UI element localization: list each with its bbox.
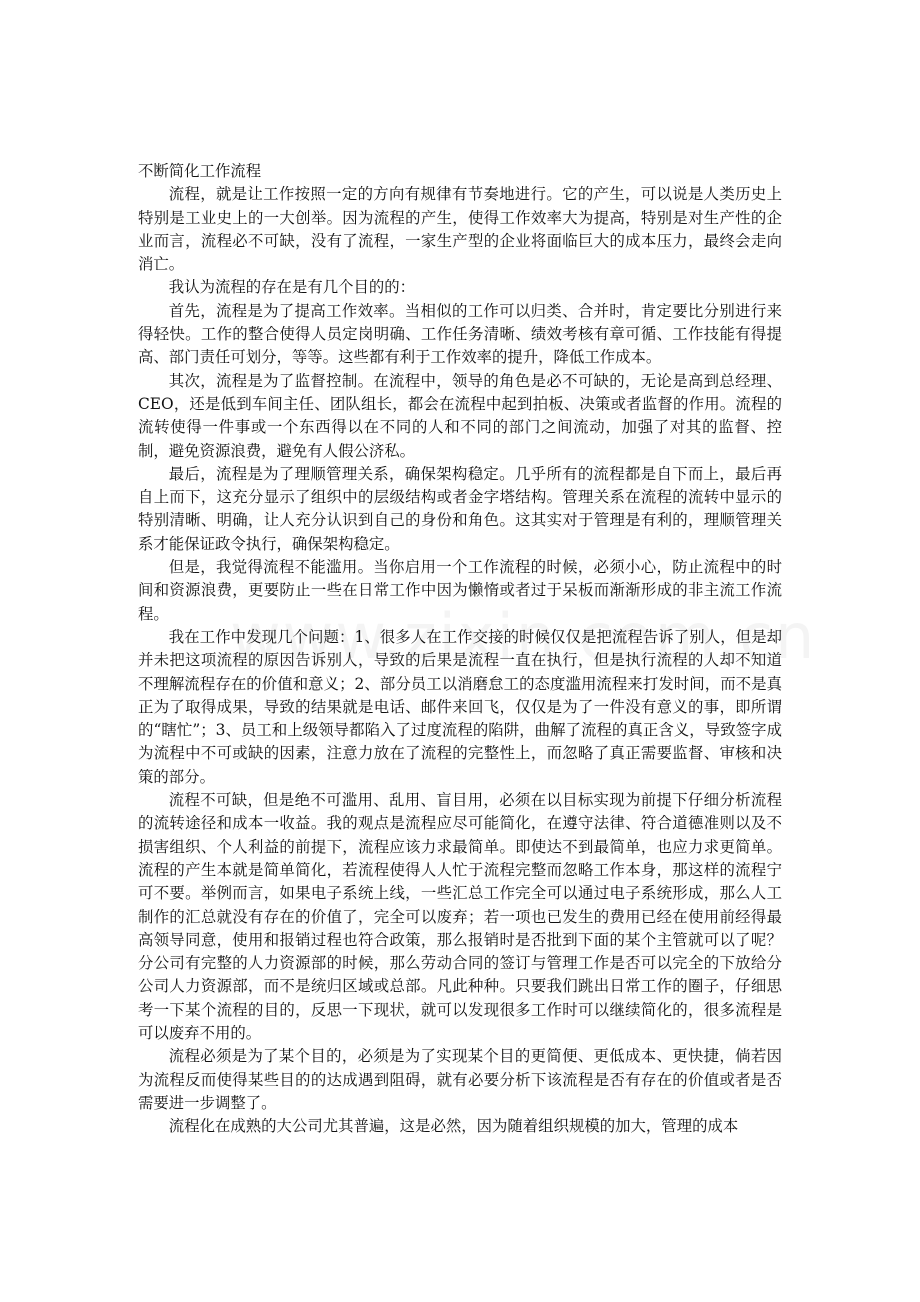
paragraph: 我认为流程的存在是有几个目的的： xyxy=(168,278,416,297)
paragraph: 流程必须是为了某个目的，必须是为了实现某个目的更简便、更低成本、更快捷，倘若因为流程反而使得某些目的的达成遇到阻碍，就有必要分析下该流程是否有存在的价值或者是否需要进一步调整了。 xyxy=(138,1047,782,1112)
paragraph: 其次，流程是为了监督控制。在流程中，领导的角色是必不可缺的，无论是高到总经理、CEO，还是低到车间主任、团队组长，都会在流程中起到拍板、决策或者监督的作用。流程的流转使得一件事或一个东西得以在不同的人和不同的部门之间流动，加强了对其的监督、控制，避免资源浪费，避免有人假公济私。 xyxy=(138,371,782,460)
paragraph: 流程，就是让工作按照一定的方向有规律有节奏地进行。它的产生，可以说是人类历史上特别是工业史上的一大创举。因为流程的产生，使得工作效率大为提高，特别是对生产性的企业而言，流程必不可缺，没有了流程，一家生产型的企业将面临巨大的成本压力，最终会走向消亡。 xyxy=(138,185,782,274)
paragraph: 我在工作中发现几个问题：1、很多人在工作交接的时候仅仅是把流程告诉了别人，但是却并未把这项流程的原因告诉别人，导致的后果是流程一直在执行，但是执行流程的人却不知道不理解流程存在的价值和意义；2、部分员工以消磨怠工的态度滥用流程来打发时间，而不是真正为了取得成果，导致的结果就是电话、邮件来回飞，仅仅是为了一件没有意义的事，即所谓的“瞎忙”；3、员工和上级领导都陷入了过度流程的陷阱，曲解了流程的真正含义，导致签字成为流程中不可或缺的因素，注意力放在了流程的完整性上，而忽略了真正需要监督、审核和决策的部分。 xyxy=(138,627,782,786)
paragraph: 流程不可缺，但是绝不可滥用、乱用、盲目用，必须在以目标实现为前提下仔细分析流程的流转途径和成本一收益。我的观点是流程应尽可能简化，在遵守法律、符合道德准则以及不损害组织、个人利益的前提下，流程应该力求最简单。即使达不到最简单，也应力求更简单。流程的产生本就是简单简化，若流程使得人人忙于流程完整而忽略工作本身，那这样的流程宁可不要。举例而言，如果电子系统上线，一些汇总工作完全可以通过电子系统形成，那么人工制作的汇总就没有存在的价值了，完全可以废弃；若一项也已发生的费用已经在使用前经得最高领导同意，使用和报销过程也符合政策，那么报销时是否批到下面的某个主管就可以了呢？分公司有完整的人力资源部的时候，那么劳动合同的签订与管理工作是否可以完全的下放给分公司人力资源部，而不是统归区域或总部。凡此种种。只要我们跳出日常工作的圈子，仔细思考一下某个流程的目的，反思一下现状，就可以发现很多工作时可以继续简化的，很多流程是可以废弃不用的。 xyxy=(138,791,782,1042)
document-body xyxy=(138,160,782,1138)
document-title: 不断简化工作流程 xyxy=(138,162,262,180)
paragraph: 但是，我觉得流程不能滥用。当你启用一个工作流程的时候，必须小心，防止流程中的时间和资源浪费，更要防止一些在日常工作中因为懒惰或者过于呆板而渐渐形成的非主流工作流程。 xyxy=(138,558,782,623)
paragraph: 最后，流程是为了理顺管理关系，确保架构稳定。几乎所有的流程都是自下而上，最后再自上而下，这充分显示了组织中的层级结构或者金字塔结构。管理关系在流程的流转中显示的特别清晰、明确，让人充分认识到自己的身份和角色。这其实对于管理是有利的，理顺管理关系才能保证政令执行，确保架构稳定。 xyxy=(138,464,782,553)
paragraph: 流程化在成熟的大公司尤其普遍，这是必然，因为随着组织规模的加大，管理的成本 xyxy=(168,1117,739,1136)
paragraph: 首先，流程是为了提高工作效率。当相似的工作可以归类、合并时，肯定要比分别进行来得轻快。工作的整合使得人员定岗明确、工作任务清晰、绩效考核有章可循、工作技能有得提高、部门责任可划分，等等。这些都有利于工作效率的提升，降低工作成本。 xyxy=(138,301,782,367)
